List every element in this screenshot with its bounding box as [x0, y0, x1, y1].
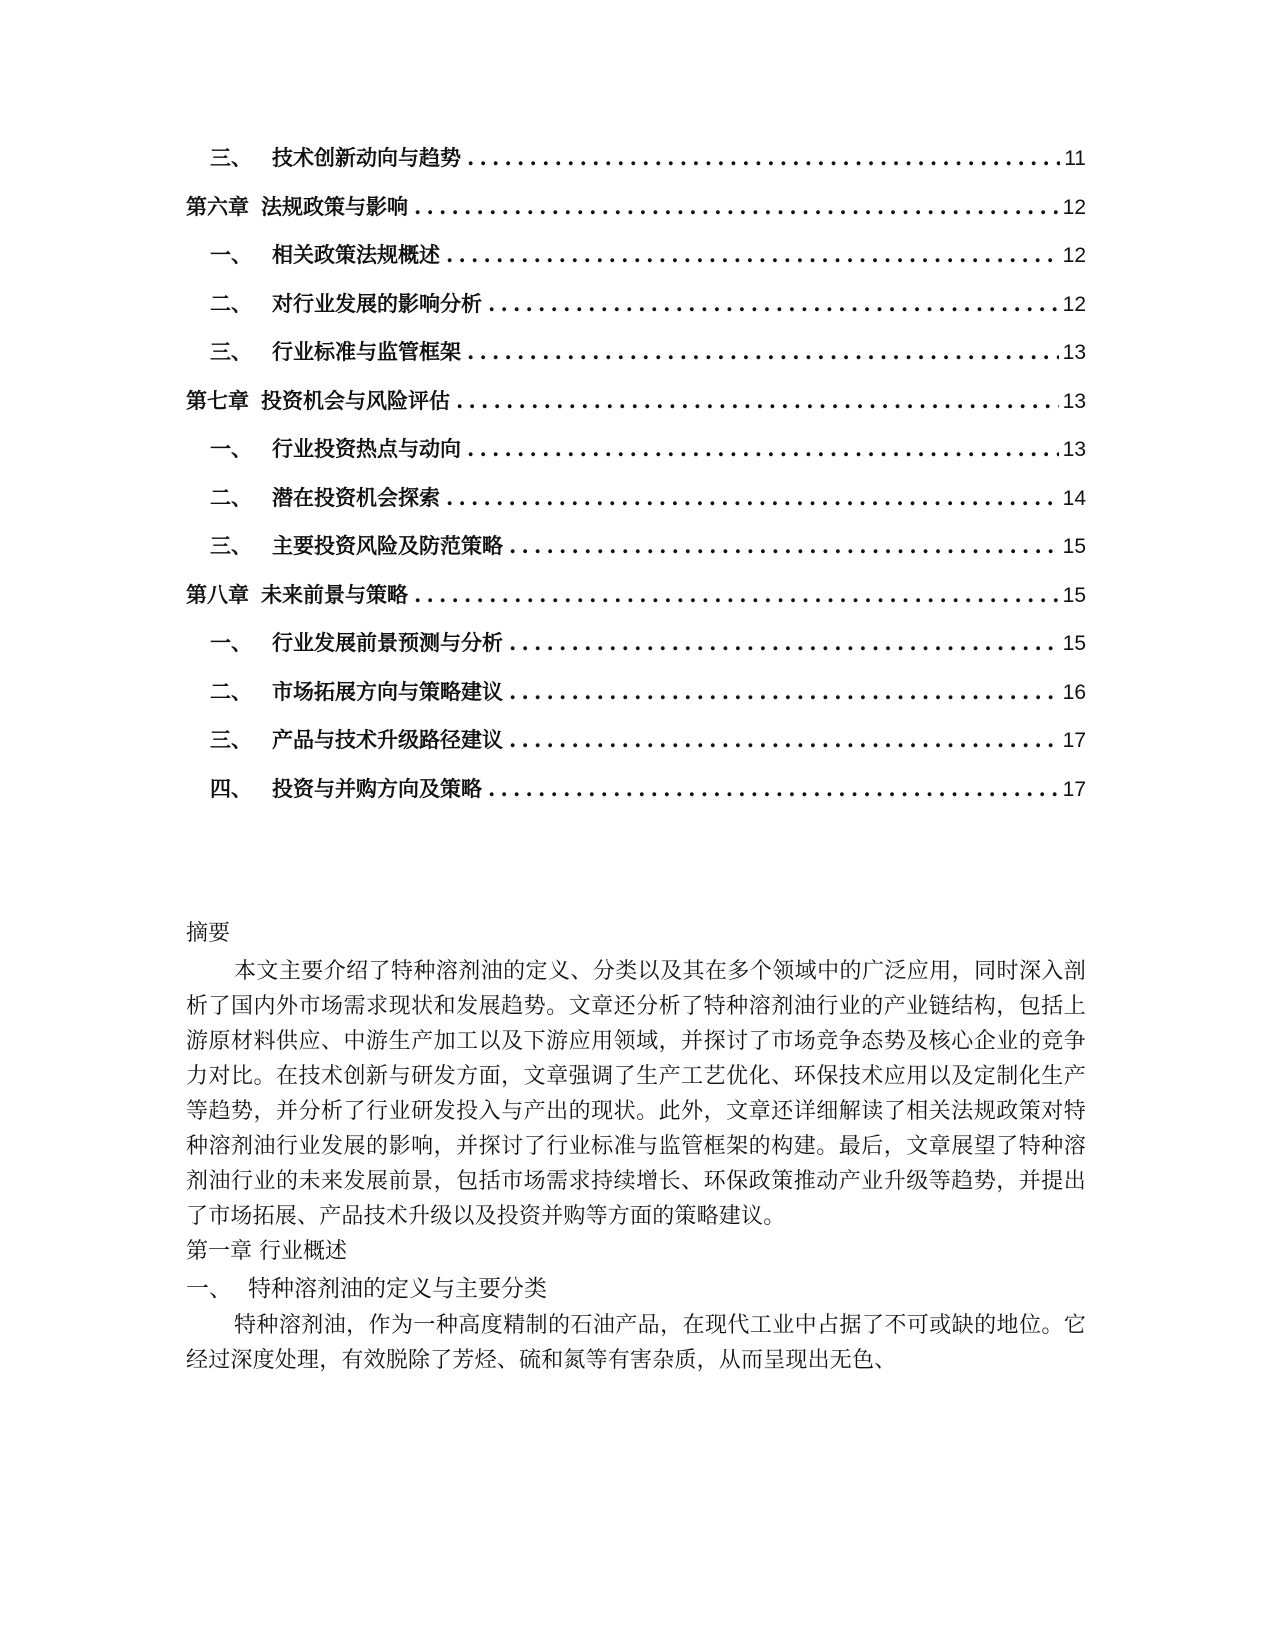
toc-entry-marker: 一、: [210, 242, 252, 267]
section-heading: [186, 1270, 1086, 1308]
toc-entry[interactable]: [186, 288, 1086, 337]
toc-entry-page-number: 13: [1062, 438, 1086, 461]
toc-entry-marker: 二、: [210, 678, 252, 704]
toc-entry[interactable]: [186, 433, 1086, 482]
toc-entry[interactable]: [186, 530, 1086, 579]
body-content: [186, 914, 1086, 1378]
toc-entry[interactable]: [186, 142, 1086, 191]
table-of-contents: [186, 142, 1086, 821]
toc-entry[interactable]: [186, 773, 1086, 822]
toc-entry-marker: 第七章: [186, 387, 249, 413]
toc-entry[interactable]: [186, 336, 1086, 385]
toc-entry-title: 主要投资风险及防范策略: [272, 533, 503, 558]
body-paragraph: 特种溶剂油，作为一种高度精制的石油产品，在现代工业中占据了不可或缺的地位。它经过深度处理，有效脱除了芳烃、硫和氮等有害杂质，从而呈现出无色、: [186, 1313, 1086, 1373]
toc-entry-title: 投资机会与风险评估: [261, 387, 450, 413]
toc-entry-page-number: 13: [1062, 389, 1086, 413]
toc-dot-leader: [414, 191, 1059, 223]
toc-entry-title: 相关政策法规概述: [272, 242, 440, 267]
toc-entry-marker: 三、: [210, 727, 252, 752]
toc-dot-leader: [509, 724, 1059, 756]
toc-entry[interactable]: [186, 627, 1086, 676]
toc-dot-leader: [509, 627, 1059, 659]
toc-entry-title: 行业投资热点与动向: [272, 436, 461, 461]
toc-entry-title: 对行业发展的影响分析: [272, 290, 482, 316]
toc-entry-page-number: 15: [1062, 535, 1086, 558]
abstract-heading: 摘要: [186, 921, 231, 946]
toc-dot-leader: [467, 433, 1059, 465]
toc-dot-leader: [509, 530, 1059, 562]
toc-dot-leader: [456, 385, 1059, 417]
toc-entry-marker: 四、: [210, 775, 252, 801]
toc-entry[interactable]: [186, 239, 1086, 288]
toc-entry-page-number: 14: [1062, 486, 1086, 510]
toc-entry[interactable]: [186, 579, 1086, 628]
toc-entry[interactable]: [186, 724, 1086, 773]
section-title: 特种溶剂油的定义与主要分类: [248, 1276, 547, 1302]
toc-entry-title: 行业发展前景预测与分析: [272, 630, 503, 655]
toc-entry-page-number: 13: [1062, 341, 1086, 364]
toc-dot-leader: [488, 288, 1059, 320]
toc-entry-title: 投资与并购方向及策略: [272, 775, 482, 801]
toc-entry-marker: 一、: [210, 630, 252, 655]
toc-entry-page-number: 11: [1064, 147, 1086, 170]
toc-entry-title: 产品与技术升级路径建议: [272, 727, 503, 752]
chapter-heading: 第一章 行业概述: [186, 1239, 347, 1264]
toc-entry-page-number: 12: [1062, 292, 1086, 316]
toc-entry-marker: 三、: [210, 533, 252, 558]
toc-dot-leader: [488, 773, 1059, 805]
toc-entry-title: 法规政策与影响: [261, 193, 408, 219]
toc-entry-page-number: 12: [1062, 195, 1086, 219]
toc-entry-marker: 三、: [210, 145, 252, 170]
toc-dot-leader: [509, 676, 1059, 708]
toc-entry[interactable]: [186, 482, 1086, 531]
section-marker: 一、: [186, 1276, 232, 1302]
toc-entry[interactable]: [186, 385, 1086, 434]
toc-dot-leader: [467, 142, 1060, 174]
toc-entry-title: 潜在投资机会探索: [272, 484, 440, 510]
toc-dot-leader: [467, 336, 1059, 368]
toc-entry-title: 技术创新动向与趋势: [272, 145, 461, 170]
toc-entry-page-number: 17: [1062, 777, 1086, 801]
toc-entry-title: 行业标准与监管框架: [272, 339, 461, 364]
toc-entry-marker: 一、: [210, 436, 252, 461]
toc-entry-marker: 二、: [210, 484, 252, 510]
toc-dot-leader: [414, 579, 1059, 611]
toc-entry-marker: 三、: [210, 339, 252, 364]
abstract-paragraph: 本文主要介绍了特种溶剂油的定义、分类以及其在多个领域中的广泛应用，同时深入剖析了国内外市场需求现状和发展趋势。文章还分析了特种溶剂油行业的产业链结构，包括上游原材料供应、中游生产加工以及下游应用领域，并探讨了市场竞争态势及核心企业的竞争力对比。在技术创新与研发方面，文章强调了生产工艺优化、环保技术应用以及定制化生产等趋势，并分析了行业研发投入与产出的现状。此外，文章还详细解读了相关法规政策对特种溶剂油行业发展的影响，并探讨了行业标准与监管框架的构建。最后，文章展望了特种溶剂油行业的未来发展前景，包括市场需求持续增长、环保政策推动产业升级等趋势，并提出了市场拓展、产品技术升级以及投资并购等方面的策略建议。: [186, 959, 1086, 1229]
toc-dot-leader: [446, 239, 1059, 271]
toc-entry-marker: 第八章: [186, 581, 249, 607]
toc-dot-leader: [446, 482, 1059, 514]
toc-entry-marker: 二、: [210, 290, 252, 316]
toc-entry-page-number: 16: [1062, 680, 1086, 704]
toc-entry[interactable]: [186, 676, 1086, 725]
toc-entry-page-number: 12: [1062, 244, 1086, 267]
toc-entry-marker: 第六章: [186, 193, 249, 219]
toc-entry[interactable]: [186, 191, 1086, 240]
toc-entry-title: 未来前景与策略: [261, 581, 408, 607]
toc-entry-page-number: 15: [1062, 632, 1086, 655]
toc-entry-page-number: 17: [1062, 729, 1086, 752]
toc-entry-page-number: 15: [1062, 583, 1086, 607]
toc-entry-title: 市场拓展方向与策略建议: [272, 678, 503, 704]
